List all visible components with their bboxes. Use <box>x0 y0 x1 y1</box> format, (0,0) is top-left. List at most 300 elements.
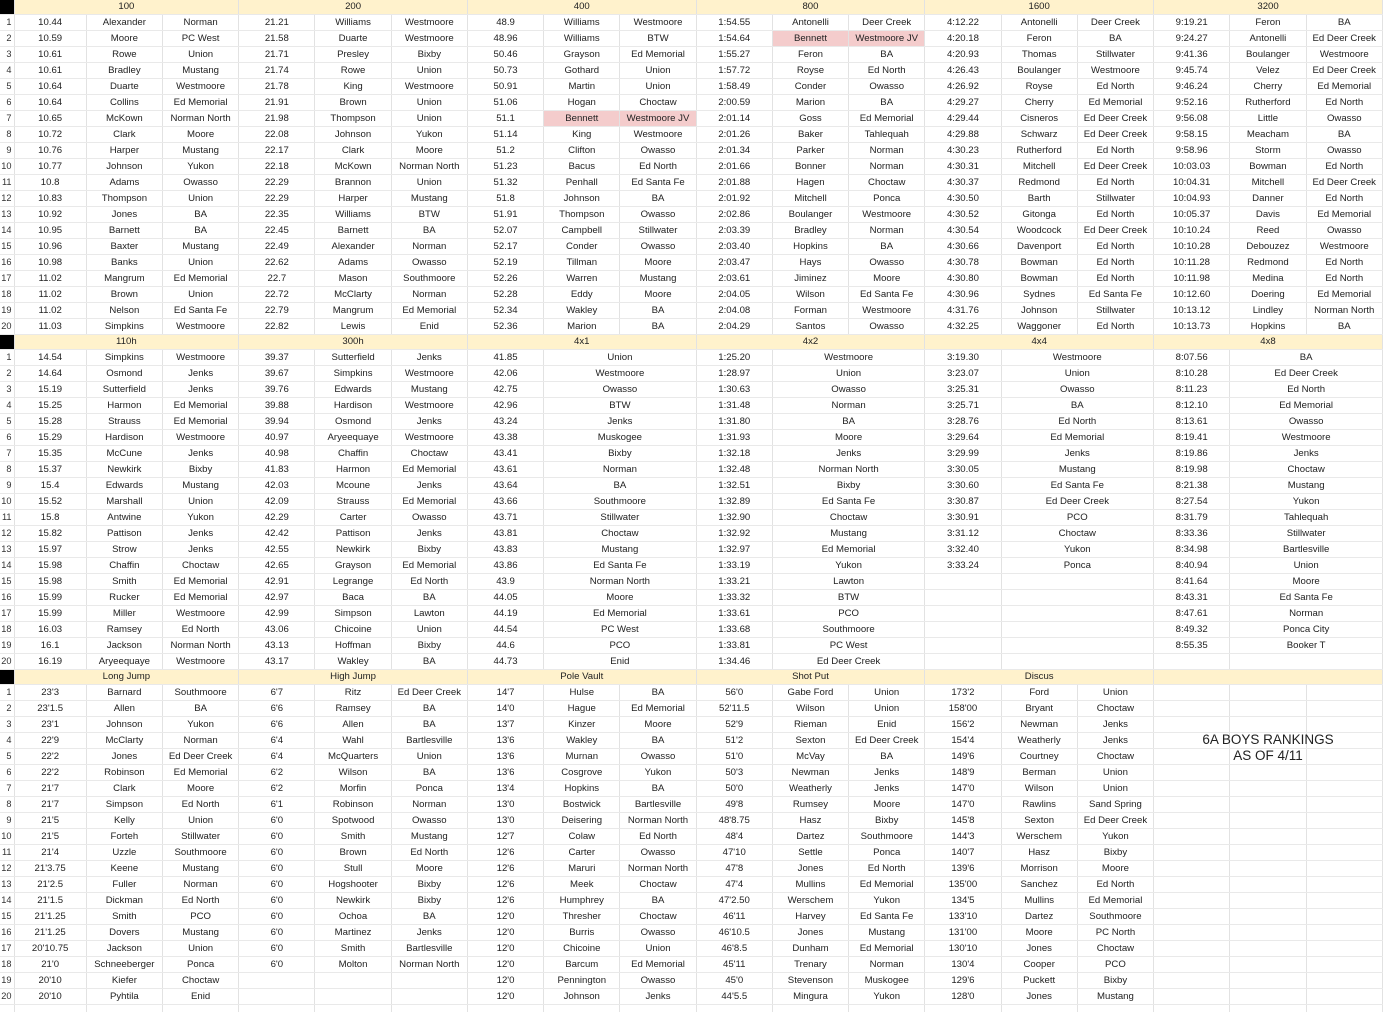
cell-mark[interactable] <box>925 654 1001 670</box>
event-header[interactable]: 400 <box>467 0 696 15</box>
cell-team[interactable]: Enid <box>544 654 696 670</box>
cell-school[interactable]: BA <box>1306 127 1382 143</box>
cell-name[interactable]: Humphrey <box>544 893 620 909</box>
cell-name[interactable]: King <box>315 79 391 95</box>
cell-name[interactable]: Antonelli <box>772 15 848 31</box>
cell-school[interactable]: Jenks <box>391 526 467 542</box>
cell-name[interactable]: Dovers <box>86 925 162 941</box>
cell-team[interactable]: BA <box>772 414 924 430</box>
cell-team[interactable]: BA <box>1001 398 1154 414</box>
cell-name[interactable]: Jones <box>86 207 162 223</box>
cell-name[interactable]: Alexander <box>315 239 391 255</box>
cell-team[interactable] <box>1230 654 1383 670</box>
cell-mark[interactable]: 10.8 <box>14 175 86 191</box>
cell-mark[interactable]: 43.24 <box>467 414 543 430</box>
cell-empty[interactable] <box>696 1005 772 1012</box>
cell-name[interactable]: Boulanger <box>1001 63 1077 79</box>
cell-mark[interactable]: 15.97 <box>14 542 86 558</box>
row-number[interactable]: 5 <box>0 79 14 95</box>
cell-name[interactable]: Barnett <box>86 223 162 239</box>
event-header[interactable]: 4x4 <box>925 335 1154 350</box>
cell-mark[interactable]: 2:01.26 <box>696 127 772 143</box>
cell-mark[interactable]: 15.98 <box>14 574 86 590</box>
cell-mark[interactable]: 51.8 <box>467 191 543 207</box>
cell-mark[interactable]: 15.35 <box>14 446 86 462</box>
cell-mark[interactable]: 23'3 <box>14 685 86 701</box>
cell-empty[interactable] <box>1230 973 1306 989</box>
cell-mark[interactable]: 51.2 <box>467 143 543 159</box>
cell-name[interactable]: Wakley <box>544 303 620 319</box>
cell-school[interactable]: Union <box>620 941 696 957</box>
row-number[interactable]: 9 <box>0 478 14 494</box>
row-number[interactable]: 4 <box>0 398 14 414</box>
cell-name[interactable]: Johnson <box>86 717 162 733</box>
cell-school[interactable]: Owasso <box>620 239 696 255</box>
cell-empty[interactable] <box>1230 1005 1306 1012</box>
cell-mark[interactable]: 1:31.48 <box>696 398 772 414</box>
cell-team[interactable]: Ponca City <box>1230 622 1383 638</box>
cell-name[interactable]: Berman <box>1001 765 1077 781</box>
cell-mark[interactable] <box>925 590 1001 606</box>
cell-mark[interactable]: 10.77 <box>14 159 86 175</box>
cell-name[interactable]: Davenport <box>1001 239 1077 255</box>
cell-name[interactable]: Baca <box>315 590 391 606</box>
cell-empty[interactable] <box>1154 717 1230 733</box>
cell-empty[interactable] <box>1306 685 1382 701</box>
cell-mark[interactable]: 9:24.27 <box>1154 31 1230 47</box>
cell-school[interactable]: Westmoore <box>162 606 238 622</box>
cell-empty[interactable] <box>1306 717 1382 733</box>
cell-name[interactable]: Mangrum <box>86 271 162 287</box>
cell-empty[interactable] <box>1230 813 1306 829</box>
cell-mark[interactable]: 3:19.30 <box>925 350 1001 366</box>
cell-name[interactable]: Storm <box>1230 143 1306 159</box>
cell-mark[interactable]: 21'3.75 <box>14 861 86 877</box>
cell-mark[interactable]: 8:41.64 <box>1154 574 1230 590</box>
cell-team[interactable]: Ed Santa Fe <box>772 494 924 510</box>
cell-name[interactable]: Martin <box>544 79 620 95</box>
cell-name[interactable]: Warren <box>544 271 620 287</box>
cell-mark[interactable]: 133'10 <box>925 909 1001 925</box>
cell-mark[interactable]: 1:31.80 <box>696 414 772 430</box>
cell-team[interactable]: Ed Memorial <box>1001 430 1154 446</box>
cell-name[interactable]: Schwarz <box>1001 127 1077 143</box>
row-number[interactable]: 9 <box>0 813 14 829</box>
cell-mark[interactable]: 13'7 <box>467 717 543 733</box>
cell-name[interactable]: Mason <box>315 271 391 287</box>
cell-mark[interactable]: 158'00 <box>925 701 1001 717</box>
cell-mark[interactable]: 16.03 <box>14 622 86 638</box>
cell-empty[interactable] <box>1306 909 1382 925</box>
cell-name[interactable] <box>315 989 391 1005</box>
cell-name[interactable]: Pyhtila <box>86 989 162 1005</box>
cell-mark[interactable]: 43.61 <box>467 462 543 478</box>
cell-school[interactable]: Union <box>391 95 467 111</box>
cell-mark[interactable]: 4:26.92 <box>925 79 1001 95</box>
cell-empty[interactable] <box>391 1005 467 1012</box>
cell-name[interactable]: Hague <box>544 701 620 717</box>
row-number[interactable]: 5 <box>0 414 14 430</box>
cell-mark[interactable]: 21'1.25 <box>14 909 86 925</box>
cell-team[interactable]: Choctaw <box>1230 462 1383 478</box>
cell-mark[interactable]: 1:32.48 <box>696 462 772 478</box>
cell-school[interactable]: Westmoore <box>391 15 467 31</box>
cell-school[interactable]: BA <box>1306 319 1382 335</box>
cell-mark[interactable]: 4:32.25 <box>925 319 1001 335</box>
cell-name[interactable]: Thomas <box>1001 47 1077 63</box>
row-number[interactable]: 14 <box>0 558 14 574</box>
cell-mark[interactable]: 12'0 <box>467 941 543 957</box>
cell-school[interactable]: Owasso <box>391 813 467 829</box>
cell-mark[interactable]: 21.98 <box>239 111 315 127</box>
cell-mark[interactable]: 22'2 <box>14 765 86 781</box>
cell-mark[interactable]: 130'10 <box>925 941 1001 957</box>
cell-name[interactable]: Johnson <box>544 989 620 1005</box>
cell-mark[interactable]: 23'1.5 <box>14 701 86 717</box>
cell-name[interactable]: Keene <box>86 861 162 877</box>
cell-school[interactable]: Ed Deer Creek <box>1306 175 1382 191</box>
cell-school[interactable]: Ed Memorial <box>849 941 925 957</box>
cell-mark[interactable]: 52.17 <box>467 239 543 255</box>
cell-school[interactable]: Westmoore <box>391 366 467 382</box>
cell-name[interactable]: Bowman <box>1001 271 1077 287</box>
cell-empty[interactable] <box>1306 957 1382 973</box>
cell-empty[interactable] <box>1154 781 1230 797</box>
cell-name[interactable]: Lewis <box>315 319 391 335</box>
cell-school[interactable]: BA <box>620 319 696 335</box>
cell-mark[interactable]: 22.29 <box>239 175 315 191</box>
cell-mark[interactable]: 6'6 <box>239 717 315 733</box>
cell-school[interactable]: Ponca <box>162 957 238 973</box>
cell-school[interactable]: Deer Creek <box>1077 15 1153 31</box>
cell-school[interactable]: Jenks <box>162 366 238 382</box>
cell-mark[interactable]: 10.76 <box>14 143 86 159</box>
cell-empty[interactable] <box>1306 877 1382 893</box>
cell-name[interactable]: Wilson <box>772 287 848 303</box>
cell-school[interactable]: Union <box>849 701 925 717</box>
cell-mark[interactable]: 47'4 <box>696 877 772 893</box>
cell-name[interactable]: Feron <box>772 47 848 63</box>
cell-mark[interactable]: 10.65 <box>14 111 86 127</box>
cell-school[interactable]: Ed Memorial <box>620 47 696 63</box>
cell-name[interactable]: Pattison <box>86 526 162 542</box>
cell-school[interactable]: Southmoore <box>1077 909 1153 925</box>
cell-mark[interactable]: 3:33.24 <box>925 558 1001 574</box>
cell-name[interactable]: King <box>544 127 620 143</box>
cell-name[interactable]: Sexton <box>1001 813 1077 829</box>
row-number[interactable]: 6 <box>0 95 14 111</box>
cell-empty[interactable] <box>1230 845 1306 861</box>
cell-mark[interactable]: 52.26 <box>467 271 543 287</box>
cell-school[interactable]: Mustang <box>162 143 238 159</box>
cell-name[interactable]: Smith <box>315 829 391 845</box>
cell-empty[interactable] <box>772 1005 848 1012</box>
cell-empty[interactable] <box>14 1005 86 1012</box>
cell-mark[interactable]: 12'6 <box>467 893 543 909</box>
cell-mark[interactable]: 42.97 <box>239 590 315 606</box>
cell-school[interactable]: Choctaw <box>620 877 696 893</box>
cell-mark[interactable]: 39.76 <box>239 382 315 398</box>
event-header[interactable]: 110h <box>14 335 239 350</box>
cell-name[interactable]: Strow <box>86 542 162 558</box>
cell-mark[interactable] <box>1154 654 1230 670</box>
cell-name[interactable]: Pattison <box>315 526 391 542</box>
cell-school[interactable]: Moore <box>620 287 696 303</box>
cell-name[interactable]: Colaw <box>544 829 620 845</box>
cell-mark[interactable]: 4:30.37 <box>925 175 1001 191</box>
cell-name[interactable]: Marion <box>772 95 848 111</box>
cell-empty[interactable] <box>1306 1005 1382 1012</box>
row-number[interactable]: 2 <box>0 31 14 47</box>
cell-mark[interactable]: 43.86 <box>467 558 543 574</box>
cell-school[interactable]: Ed North <box>849 63 925 79</box>
cell-school[interactable]: Owasso <box>391 255 467 271</box>
event-header[interactable]: 3200 <box>1154 0 1383 15</box>
cell-school[interactable]: Ed Memorial <box>1077 95 1153 111</box>
cell-school[interactable]: Enid <box>849 717 925 733</box>
row-number[interactable]: 3 <box>0 47 14 63</box>
row-number[interactable]: 10 <box>0 829 14 845</box>
cell-mark[interactable]: 2:00.59 <box>696 95 772 111</box>
cell-empty[interactable] <box>1230 717 1306 733</box>
cell-school[interactable]: Norman North <box>620 861 696 877</box>
cell-school[interactable]: Stillwater <box>620 223 696 239</box>
cell-name[interactable]: Harper <box>86 143 162 159</box>
cell-mark[interactable]: 10:13.73 <box>1154 319 1230 335</box>
cell-name[interactable]: Wakley <box>315 654 391 670</box>
cell-empty[interactable] <box>1230 701 1306 717</box>
cell-mark[interactable]: 20'10 <box>14 973 86 989</box>
cell-empty[interactable] <box>315 1005 391 1012</box>
cell-mark[interactable]: 4:29.88 <box>925 127 1001 143</box>
cell-school[interactable]: Union <box>1077 765 1153 781</box>
cell-name[interactable]: Ochoa <box>315 909 391 925</box>
cell-mark[interactable]: 3:30.87 <box>925 494 1001 510</box>
cell-team[interactable]: Choctaw <box>544 526 696 542</box>
row-number[interactable]: 11 <box>0 175 14 191</box>
cell-mark[interactable]: 1:55.27 <box>696 47 772 63</box>
cell-school[interactable]: Ed Deer Creek <box>1077 159 1153 175</box>
cell-mark[interactable]: 21'1.25 <box>14 925 86 941</box>
cell-team[interactable]: PCO <box>544 638 696 654</box>
cell-mark[interactable]: 2:03.61 <box>696 271 772 287</box>
cell-empty[interactable] <box>849 1005 925 1012</box>
cell-mark[interactable]: 42.99 <box>239 606 315 622</box>
cell-school[interactable]: Mustang <box>391 191 467 207</box>
cell-mark[interactable]: 6'0 <box>239 877 315 893</box>
cell-mark[interactable]: 41.83 <box>239 462 315 478</box>
cell-name[interactable]: Cooper <box>1001 957 1077 973</box>
cell-name[interactable]: Antonelli <box>1001 15 1077 31</box>
cell-school[interactable]: Jenks <box>391 414 467 430</box>
cell-school[interactable]: Norman <box>162 877 238 893</box>
cell-mark[interactable]: 4:30.52 <box>925 207 1001 223</box>
cell-name[interactable]: Mcoune <box>315 478 391 494</box>
cell-school[interactable]: BA <box>620 191 696 207</box>
cell-mark[interactable]: 6'2 <box>239 765 315 781</box>
cell-mark[interactable]: 8:13.61 <box>1154 414 1230 430</box>
cell-name[interactable]: Nelson <box>86 303 162 319</box>
cell-team[interactable]: BTW <box>772 590 924 606</box>
cell-name[interactable]: McClarty <box>86 733 162 749</box>
cell-school[interactable]: Ed Deer Creek <box>162 749 238 765</box>
cell-mark[interactable]: 21.71 <box>239 47 315 63</box>
cell-mark[interactable]: 15.99 <box>14 606 86 622</box>
cell-school[interactable]: BA <box>849 95 925 111</box>
cell-team[interactable]: Yukon <box>1230 494 1383 510</box>
cell-name[interactable]: Simpkins <box>315 366 391 382</box>
cell-name[interactable]: Newkirk <box>86 462 162 478</box>
cell-name[interactable]: Williams <box>315 15 391 31</box>
cell-mark[interactable]: 14.54 <box>14 350 86 366</box>
cell-mark[interactable]: 2:04.08 <box>696 303 772 319</box>
cell-school[interactable]: Westmoore <box>162 430 238 446</box>
cell-mark[interactable]: 21'5 <box>14 813 86 829</box>
event-header[interactable]: 1600 <box>925 0 1154 15</box>
row-header[interactable] <box>0 670 14 685</box>
cell-school[interactable]: BA <box>391 909 467 925</box>
cell-mark[interactable]: 10.92 <box>14 207 86 223</box>
cell-school[interactable]: Ed North <box>620 159 696 175</box>
cell-mark[interactable]: 48.9 <box>467 15 543 31</box>
cell-name[interactable]: Hasz <box>772 813 848 829</box>
cell-mark[interactable]: 6'0 <box>239 909 315 925</box>
cell-name[interactable]: Wilson <box>1001 781 1077 797</box>
cell-name[interactable]: Rowe <box>315 63 391 79</box>
cell-mark[interactable]: 21.91 <box>239 95 315 111</box>
cell-school[interactable]: Choctaw <box>162 558 238 574</box>
cell-name[interactable]: Rucker <box>86 590 162 606</box>
cell-name[interactable]: Hagen <box>772 175 848 191</box>
cell-mark[interactable]: 1:58.49 <box>696 79 772 95</box>
cell-mark[interactable]: 12'6 <box>467 861 543 877</box>
cell-mark[interactable]: 3:31.12 <box>925 526 1001 542</box>
event-header[interactable]: Pole Vault <box>467 670 696 685</box>
cell-team[interactable]: Ed Santa Fe <box>544 558 696 574</box>
cell-mark[interactable]: 148'9 <box>925 765 1001 781</box>
cell-school[interactable]: Bixby <box>1077 973 1153 989</box>
cell-empty[interactable] <box>1154 941 1230 957</box>
cell-team[interactable]: Jenks <box>772 446 924 462</box>
cell-name[interactable]: Aryeequaye <box>86 654 162 670</box>
cell-school[interactable]: Union <box>620 79 696 95</box>
cell-mark[interactable]: 48'8.75 <box>696 813 772 829</box>
cell-mark[interactable]: 1:33.81 <box>696 638 772 654</box>
cell-name[interactable]: Cherry <box>1001 95 1077 111</box>
event-header[interactable]: 100 <box>14 0 239 15</box>
cell-school[interactable]: Norman North <box>391 159 467 175</box>
cell-name[interactable]: Carter <box>315 510 391 526</box>
cell-name[interactable]: Puckett <box>1001 973 1077 989</box>
cell-name[interactable]: Newman <box>772 765 848 781</box>
cell-school[interactable]: Ed Memorial <box>162 271 238 287</box>
cell-team[interactable]: Union <box>772 366 924 382</box>
cell-name[interactable]: Martinez <box>315 925 391 941</box>
cell-name[interactable]: Royse <box>1001 79 1077 95</box>
cell-mark[interactable]: 149'6 <box>925 749 1001 765</box>
cell-mark[interactable]: 51.32 <box>467 175 543 191</box>
cell-team[interactable]: Choctaw <box>1001 526 1154 542</box>
cell-mark[interactable]: 9:46.24 <box>1154 79 1230 95</box>
cell-mark[interactable]: 43.64 <box>467 478 543 494</box>
cell-mark[interactable]: 52.19 <box>467 255 543 271</box>
cell-mark[interactable]: 11.02 <box>14 303 86 319</box>
cell-mark[interactable]: 9:45.74 <box>1154 63 1230 79</box>
cell-school[interactable]: Westmoore <box>849 303 925 319</box>
cell-school[interactable]: Bartlesville <box>620 797 696 813</box>
cell-mark[interactable]: 51.14 <box>467 127 543 143</box>
cell-school[interactable]: Ed Memorial <box>849 877 925 893</box>
cell-school[interactable]: Bixby <box>391 542 467 558</box>
cell-team[interactable]: Muskogee <box>544 430 696 446</box>
cell-school[interactable]: Westmoore <box>162 654 238 670</box>
cell-name[interactable]: Bradley <box>86 63 162 79</box>
cell-mark[interactable]: 135'00 <box>925 877 1001 893</box>
cell-team[interactable]: Norman <box>772 398 924 414</box>
cell-mark[interactable]: 21.21 <box>239 15 315 31</box>
cell-name[interactable]: Sexton <box>772 733 848 749</box>
cell-name[interactable]: Bryant <box>1001 701 1077 717</box>
cell-mark[interactable]: 22.79 <box>239 303 315 319</box>
cell-name[interactable]: Murnan <box>544 749 620 765</box>
cell-name[interactable]: Barth <box>1001 191 1077 207</box>
cell-school[interactable]: Westmoore <box>1306 47 1382 63</box>
cell-school[interactable]: Ed Deer Creek <box>1077 223 1153 239</box>
cell-name[interactable]: Meacham <box>1230 127 1306 143</box>
cell-mark[interactable]: 22.49 <box>239 239 315 255</box>
cell-school[interactable]: BA <box>620 733 696 749</box>
cell-mark[interactable]: 51.1 <box>467 111 543 127</box>
cell-mark[interactable]: 6'0 <box>239 893 315 909</box>
cell-name[interactable]: Strauss <box>86 414 162 430</box>
cell-name[interactable]: Stull <box>315 861 391 877</box>
cell-empty[interactable] <box>1230 989 1306 1005</box>
cell-name[interactable]: Davis <box>1230 207 1306 223</box>
cell-name[interactable]: Simpkins <box>86 350 162 366</box>
cell-school[interactable]: Bixby <box>1077 845 1153 861</box>
row-number[interactable]: 19 <box>0 638 14 654</box>
cell-mark[interactable]: 40.98 <box>239 446 315 462</box>
cell-mark[interactable]: 2:02.86 <box>696 207 772 223</box>
cell-name[interactable]: Smith <box>86 909 162 925</box>
cell-mark[interactable]: 3:30.60 <box>925 478 1001 494</box>
cell-school[interactable]: Norman <box>849 159 925 175</box>
cell-mark[interactable]: 42.42 <box>239 526 315 542</box>
cell-name[interactable]: Pennington <box>544 973 620 989</box>
cell-empty[interactable] <box>1230 685 1306 701</box>
cell-name[interactable]: Williams <box>544 15 620 31</box>
cell-team[interactable]: Bixby <box>772 478 924 494</box>
cell-team[interactable]: Union <box>544 350 696 366</box>
event-header[interactable] <box>1154 670 1383 685</box>
cell-mark[interactable]: 51.06 <box>467 95 543 111</box>
cell-school[interactable]: Ed Memorial <box>1306 287 1382 303</box>
cell-mark[interactable] <box>925 574 1001 590</box>
event-header[interactable]: Shot Put <box>696 670 925 685</box>
cell-name[interactable]: Harper <box>315 191 391 207</box>
cell-mark[interactable]: 50.46 <box>467 47 543 63</box>
cell-name[interactable]: Mullins <box>1001 893 1077 909</box>
cell-school[interactable]: Westmoore JV <box>849 31 925 47</box>
cell-name[interactable]: Forman <box>772 303 848 319</box>
cell-mark[interactable]: 21.58 <box>239 31 315 47</box>
row-number[interactable]: 15 <box>0 239 14 255</box>
cell-mark[interactable]: 42.09 <box>239 494 315 510</box>
cell-team[interactable]: Ed Memorial <box>1230 398 1383 414</box>
cell-name[interactable]: Feron <box>1001 31 1077 47</box>
cell-name[interactable]: Meek <box>544 877 620 893</box>
cell-name[interactable]: McClarty <box>315 287 391 303</box>
